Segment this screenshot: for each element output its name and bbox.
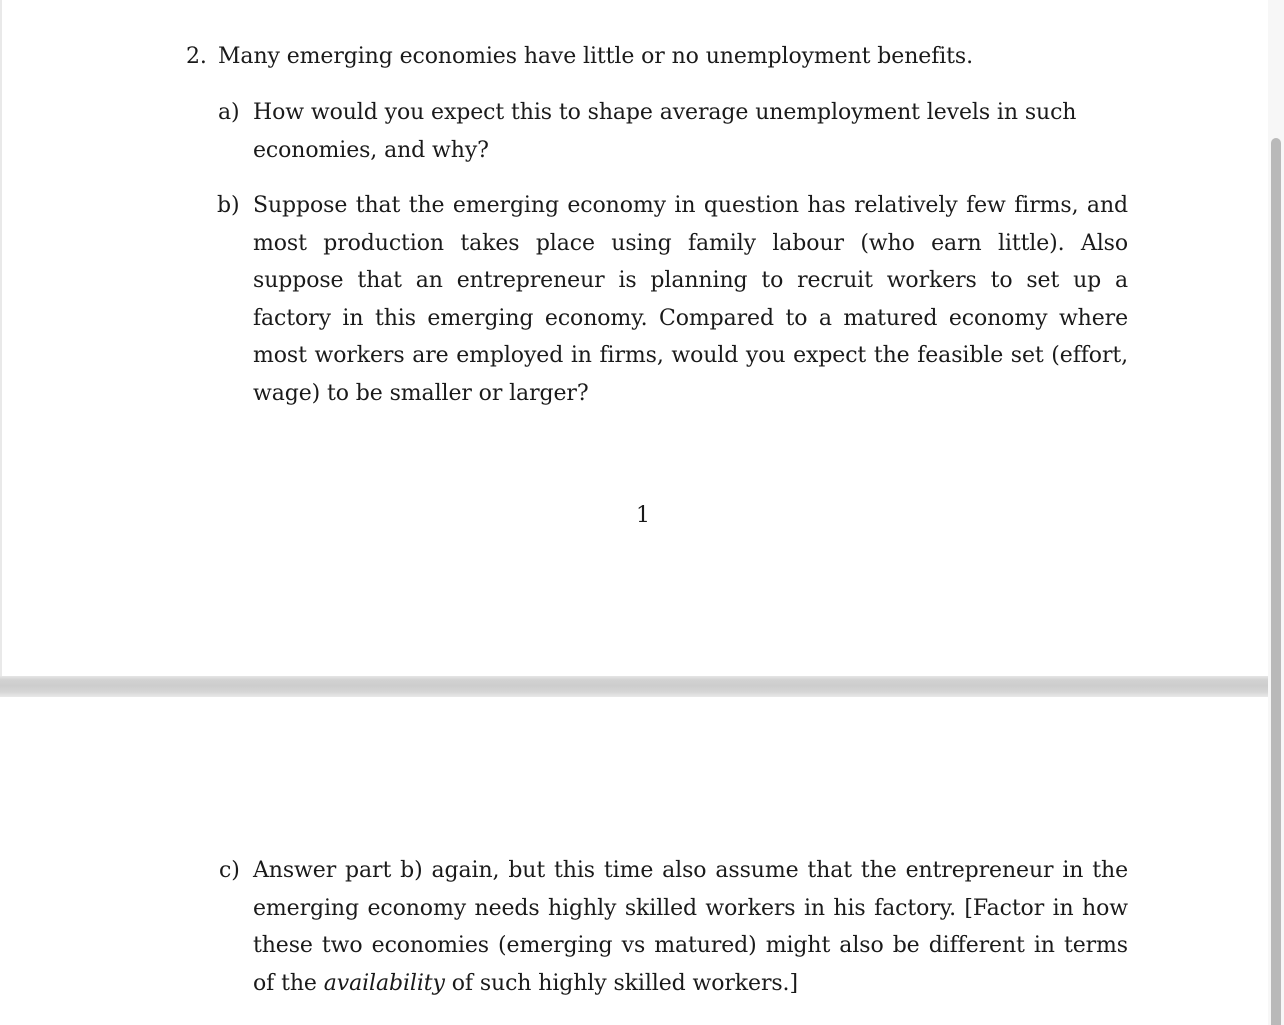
part-b-text: Suppose that the emerging economy in question has relatively few firms, and most production takes place using family labour (who earn little). Also suppose that an entrepreneur is planning to recruit workers to set up a factory in this emerging economy. Compared to a matured economy where most workers are employed in firms, would you expect the feasible set (effort, wage) to be smaller or larger?	[253, 193, 1128, 406]
part-b-label: b)	[217, 193, 240, 218]
page-number: 1	[636, 503, 650, 528]
scrollbar-thumb[interactable]	[1271, 138, 1281, 1025]
question-number: 2.	[186, 44, 207, 69]
part-c-label: c)	[219, 858, 240, 883]
part-a-label: a)	[218, 100, 240, 125]
document-page-2	[0, 697, 1284, 1025]
question-text: Many emerging economies have little or no unemployment benefits.	[218, 44, 973, 69]
page-separator	[0, 676, 1284, 697]
part-c-text-after: of such highly skilled workers.]	[444, 970, 798, 996]
part-c-emphasis: availability	[323, 970, 445, 996]
part-c-text	[253, 852, 1128, 1002]
part-c-text-before: Answer part b) again, but this time also assume that the entrepreneur in the emerging economy needs highly skilled workers in his factory. [Factor in how these two economies (emerging vs matured) might also be different in terms of the	[253, 858, 1128, 996]
page-edge	[0, 0, 2, 676]
part-a-text: How would you expect this to shape average unemployment levels in such economies, and why?	[253, 100, 1077, 163]
vertical-scrollbar[interactable]	[1268, 0, 1284, 1025]
